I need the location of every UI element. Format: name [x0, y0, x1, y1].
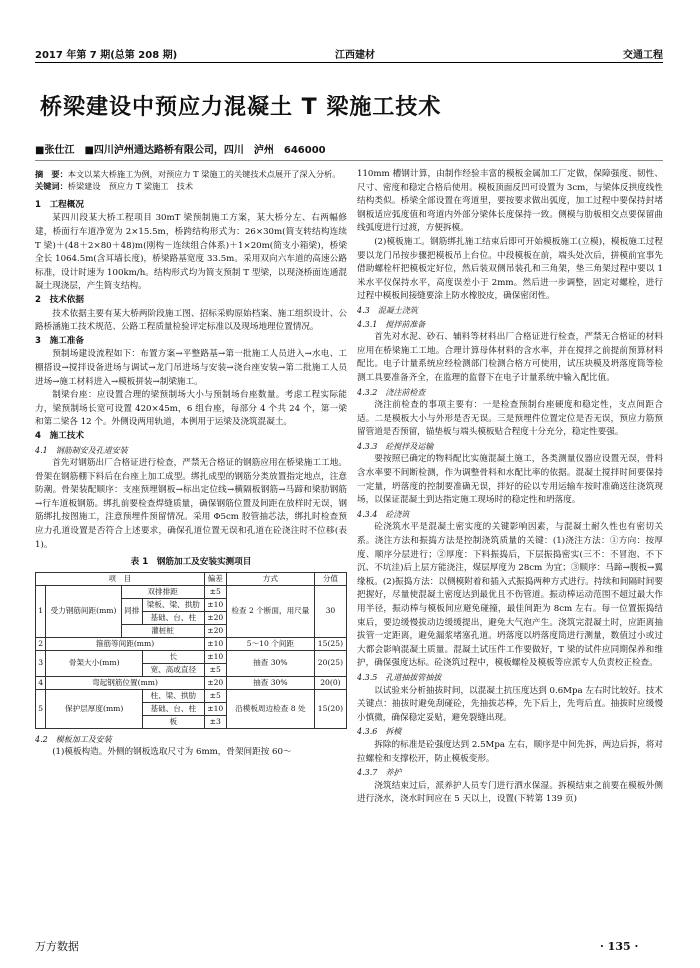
section-heading: 2 技术依据	[35, 294, 84, 305]
table-row	[36, 689, 347, 702]
keywords	[35, 180, 347, 192]
table-cell: ±5	[204, 663, 226, 676]
table-cell: 宽、高或直径	[142, 663, 204, 676]
table-cell: 弯起钢筋位置(mm)	[46, 676, 204, 689]
table-row	[36, 676, 347, 689]
subsection-heading: 4.3.5 孔道抽拔管抽拔	[357, 672, 442, 682]
table-cell: 15(25)	[314, 637, 346, 650]
table-cell: 沿模板周边检查 8 处	[226, 689, 314, 728]
table-cell: 长	[142, 650, 204, 663]
right-column	[357, 168, 663, 807]
table-cell: 30	[314, 585, 346, 637]
table-cell: 保护层厚度(mm)	[46, 689, 143, 728]
section-heading: 4 施工技术	[35, 430, 84, 441]
table-row	[36, 650, 347, 663]
subsection-heading: 4.1 钢筋制安及孔道安装	[35, 445, 128, 455]
table-header-cell: 方式	[226, 572, 314, 585]
table-cell: 受力钢筋间距(mm)	[46, 585, 121, 637]
subsection-heading: 4.3.6 拆模	[357, 727, 402, 737]
table-cell: ±10	[204, 650, 226, 663]
paragraph: 110mm 槽钢计算，由制作经验丰富的模板金属加工厂定做，保障强度、韧性、尺寸、密度和稳定合格后使用。模板顶面反凹可设置为 3cm，与梁体反拱度线性结构类似。桥梁全部设置在弯道里，要按要求做出弧度，加工过程中要保持封堵钢板适应弧度值和弯道内外部分梁体长度保持一致。侧模与肋板相交点要保留曲线弧度进行过渡，方便拆模。	[357, 169, 663, 234]
inspection-table	[35, 572, 347, 729]
section-heading: 3 施工准备	[35, 335, 84, 346]
running-header	[35, 46, 663, 62]
table-cell: 1	[36, 585, 46, 637]
left-column	[35, 168, 347, 760]
table-cell: 同排	[121, 598, 142, 624]
subsection-heading: 4.3.2 浇注前检查	[357, 387, 426, 397]
table-cell: 20(25)	[314, 650, 346, 676]
paragraph: 首先对水泥、砂石、辅料等材料出厂合格证进行检查，严禁无合格证的材料应用在桥梁施工工地。合理计算母体材料的含水率，并在搅拌之前提前预算材料配比。电子计量系统应经检测部门检测合格方可使用，试压块模及坍落度筒等检测工具要准备齐全，在监理的监督下在电子计量系统中输入配比值。	[357, 332, 663, 383]
subsection-heading: 4.2 模板加工及安装	[35, 734, 112, 744]
subsection-heading: 4.3.7 养护	[357, 768, 402, 778]
paragraph: 预制场建设流程如下：布置方案→平整路基→第一批施工人员进入→水电、工棚搭设→搅拌设备进场与调试→龙门吊进场与安装→浇台座安装→第二批施工人员进场→施工材料进入→模板拼装→制梁施工。	[35, 349, 347, 387]
table-cell: ±10	[204, 598, 226, 611]
paragraph: 首先对钢筋出厂合格证进行检查，严禁无合格证的钢筋应用在桥梁施工工地。骨架在钢筋棚下料后在台座上加工成型。绑扎成型的钢筋分类放置指定地点，注意防潮。骨架装配顺序：支座预埋钢板→标出定位线→横隔板钢筋→马蹄和梁肋钢筋→行车道板钢筋。绑扎前要检查焊缝质量，确保钢筋位置及间距在放样时无误，钢筋绑扎按图施工，注意预埋件预留情况。采用 Φ5cm 胶管抽芯法，绑扎时检查预应力孔道设置是否符合上述要求，确保孔道位置无误和孔道在砼浇注时不位移(表 1)。	[35, 458, 347, 550]
abstract	[35, 168, 347, 180]
table-header-cell: 分值	[314, 572, 346, 585]
table-row	[36, 585, 347, 598]
table-cell: 5	[36, 689, 46, 728]
table-cell: 梁板、梁、拱肋	[142, 598, 204, 611]
table-cell: ±10	[204, 702, 226, 715]
journal-name: 江西建材	[335, 50, 375, 61]
table-header-cell: 偏差	[204, 572, 226, 585]
paragraph: 制梁台座：应设置合理的梁预制场大小与预制场台座数量。考虑工程实际能力，梁预制场长宽可设置 420×45m，6 组台座，每部分 4 个共 24 个，第一梁和第二梁各 12 个。外侧设两用轨道，本例用于运梁及浇筑混凝土。	[35, 390, 347, 428]
paragraph: 浇注前检查的事项主要有：一是检查预制台座硬度和稳定性，支点间距合适。二是模板大小与外形是否无误。三是预埋件位置定位是否无误，预应力筋预留管道是否预留，锚垫板与端头模板贴合程度十分充分，稳定性要强。	[357, 400, 663, 438]
paragraph: (2)模板施工。钢筋绑扎施工结束后即可开始模板施工(立模)，模板施工过程要以龙门吊按步骤把模板吊上台位。中段模板在前，端头处次后，拼模前宜事先借助螺栓杆把模板定好位，然后装双侧吊装孔和三角架，垫三角架过程中要以 1 米水平仪保持水平，高度误差小于 2mm。然后进一步调整，固定对螺栓，进行过程中模板间接缝要涂上防水橡胶皮，确保密闭性。	[357, 236, 663, 302]
table-caption: 表 1 钢筋加工及安装实测项目	[130, 557, 252, 568]
section-heading: 1 工程概况	[35, 199, 84, 210]
table-cell: 灌桩桩	[121, 624, 204, 637]
table-cell: 2	[36, 637, 46, 650]
footer-source: 万方数据	[35, 940, 79, 953]
table-cell: 板	[142, 715, 204, 728]
subsection-heading: 4.3.4 砼浇筑	[357, 509, 410, 519]
table-cell: ±3	[204, 715, 226, 728]
subsection-heading: 4.3.3 砼搅拌及运输	[357, 441, 434, 451]
table-cell: ±20	[204, 624, 226, 637]
table-header-cell: 项 目	[36, 572, 205, 585]
paragraph: 浇筑结束过后，派养护人员专门进行洒水保湿。拆模结束之前要在模板外侧进行浇水，浇水时间应在 5 天以上，设置(下转第 139 页)	[357, 780, 663, 805]
table-row	[36, 637, 347, 650]
paragraph: 拆除的标准是砼强度达到 2.5Mpa 左右，顺序是中间先拆，两边后拆，将对拉螺栓和支撑松开，防止模板变形。	[357, 739, 663, 764]
table-cell: 骨架大小(mm)	[46, 650, 143, 676]
subsection-heading: 4.3.1 搅拌前准备	[357, 319, 426, 329]
table-cell: 基础、台、柱	[142, 702, 204, 715]
page-number: · 135 ·	[600, 940, 639, 953]
table-cell: ±10	[204, 637, 226, 650]
table-cell: 3	[36, 650, 46, 676]
table-cell: 检查 2 个断面，用尺量	[226, 585, 314, 637]
table-cell: 抽查 30%	[226, 676, 314, 689]
issue-info: 2017 年第 7 期(总第 208 期)	[35, 50, 178, 61]
keywords-text: 桥梁建设 预应力 T 梁施工 技术	[67, 181, 194, 192]
table-cell: 15(20)	[314, 689, 346, 728]
header-rule	[35, 62, 663, 63]
keywords-label: 关键词：	[35, 181, 68, 192]
author-line: ■张仕江 ■四川泸州通达路桥有限公司，四川 泸州 646000	[35, 145, 326, 156]
table-cell: 20(0)	[314, 676, 346, 689]
table-cell: 双排排距	[121, 585, 204, 598]
abstract-label: 摘 要：	[35, 169, 68, 179]
table-cell: ±20	[204, 676, 226, 689]
table-cell: ±5	[204, 689, 226, 702]
paragraph: 砼浇筑水平是混凝土密实度的关键影响因素，与混凝土耐久性也有密切关系。浇注方法和振捣方法是控制浇筑质量的关键：(1)浇注方法：①方向：按厚度、顺序分层进行；②厚度：下料振捣后，下层振捣密实(三不：不冒泡、不下沉、不坑洼)后上层方能浇注，煤层厚度为 28cm 为宜；③顺序：马蹄→腹板→翼缘板。(2)振捣方法：以侧模附着和插入式振捣两种方式进行。持续和间隔时间要把握好，尽量使混凝土密度达到最优且不伤管道。振动棒运动范围不超过最大作用半径，振动棒与模板间应避免碰撞，最佳间距为 8cm 左右。每一位置振捣结束后，要边缓慢拔动边缓缓提出，避免大气泡产生。浇筑完混凝土时，应距离抽拔管一定距离，避免漏浆堵塞孔道。坍落度以坍落度筒进行测量，数值过小或过大都会影响混凝土质量。混凝土试压件工作要做好，T 梁的试件应同期保养和维护，确保强度达标。砼浇筑过程中，模板螺栓及模板等应派专人负责校正检查。	[357, 522, 663, 669]
table-cell: 5～10 个间距	[226, 637, 314, 650]
paragraph: 以试验来分析抽拔时间，以混凝土抗压度达到 0.6Mpa 左右时比较好。技术关键点：抽拔时避免刮碰砼，先抽拔芯棒，先下后上，先弯后直。抽拔时应缓慢小慎微，确保稳定妥贴，避免裂缝出现。	[357, 685, 663, 723]
author-rule	[35, 160, 663, 161]
subsection-heading: 4.3 混凝土浇筑	[357, 305, 418, 315]
paragraph: 技术依据主要有某大桥两阶段施工图、招标采购原始档案、施工组织设计、公路桥涵施工技术规范、公路工程质量检验评定标准以及现场地理位置情况。	[35, 308, 347, 333]
table-cell: 基础、台、柱	[142, 611, 204, 624]
table-cell: 柱、梁、拱肋	[142, 689, 204, 702]
column-name: 交通工程	[623, 50, 663, 61]
table-cell: 4	[36, 676, 46, 689]
table-header-row	[36, 572, 347, 585]
table-cell: ±5	[204, 585, 226, 598]
paragraph: 某四川段某大桥工程项目 30mT 梁预制施工方案，某大桥分左、右两幅修建，桥面行车道净宽为 2×15.5m，桥跨结构形式为：26×30m(简支转结构连续 T 梁)＋(48＋2×80＋48)m(刚构－连续组合体系)＋1×20m(简支小箱梁)，桥梁全长 1064.5m(含耳墙长度)，桥梁路基宽度 33.5m。采用双向六车道的高速公路标准，设计时速为 100km/h。结构形式均为简支预制 T 型梁，以现浇桥面连通混凝土现浇层，产生简支结构。	[35, 213, 347, 292]
table-cell: 抽查 30%	[226, 650, 314, 676]
paragraph: 要按照已确定的物料配比实施混凝土施工，各类测量仪器应设置无误，骨料含水率要不间断检测，作为调整骨料和水配比率的依据。混凝土搅拌时间要保持一定量，坍落度的控制要准确无误，拌好的砼以专用运输车按时准确送往浇筑现场，以保证混凝土到达指定施工现场时的稳定性和坍落度。	[357, 454, 663, 506]
table-cell: 箍筋等间距(mm)	[46, 637, 204, 650]
article-title: 桥梁建设中预应力混凝土 T 梁施工技术	[40, 95, 442, 120]
paragraph: (1)模板构造。外侧的钢板选取尺寸为 6mm，骨架间距按 60～	[52, 747, 292, 758]
table-cell: ±20	[204, 611, 226, 624]
abstract-text: 本文以某大桥施工为例，对预应力 T 梁施工的关键技术点展开了深入分析。	[67, 169, 341, 179]
